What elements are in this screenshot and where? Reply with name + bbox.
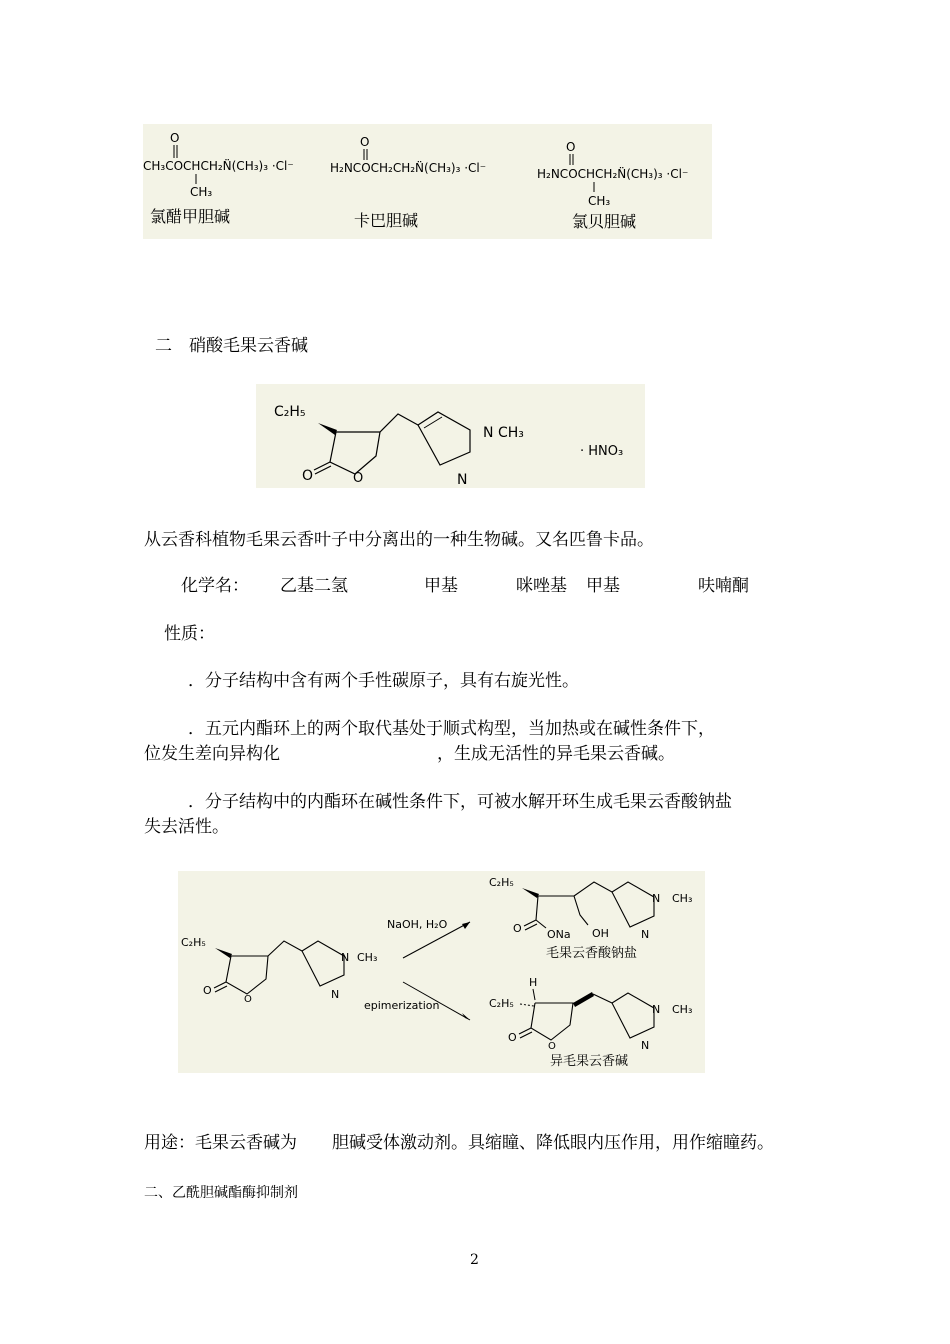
l-ethyl: C₂H₅ — [181, 936, 206, 949]
f2-name: 卡巴胆碱 — [354, 211, 419, 230]
p-methyl: CH₃ — [498, 425, 524, 441]
page-number: 2 — [470, 1252, 479, 1268]
property-2-line1: ．五元内酯环上的两个取代基处于顺式构型，当加热或在碱性条件下， — [188, 719, 715, 739]
l-ring-o: O — [244, 994, 252, 1005]
usage-part2: 胆碱受体激动剂。具缩瞳、降低眼内压作用，用作缩瞳药。 — [332, 1133, 774, 1153]
tr-oh: OH — [592, 927, 609, 940]
p-ring-o: O — [353, 471, 364, 486]
l-n2: N — [331, 988, 340, 1001]
property-3-line2: 失去活性。 — [144, 817, 229, 837]
tr-name: 毛果云香酸钠盐 — [546, 946, 638, 961]
chem-name-label: 化学名： — [181, 576, 249, 596]
f3-main-formula: H₂NCOCHCH₂N̈(CH₃)₃ ·Cl⁻ — [537, 167, 689, 181]
br-ring-o: O — [548, 1041, 556, 1052]
section-heading-pilocarpine: 二 硝酸毛果云香碱 — [155, 336, 308, 356]
f1-main-formula: CH₃COCHCH₂N̈(CH₃)₃ ·Cl⁻ — [143, 159, 294, 173]
tr-ona: ONa — [547, 928, 571, 941]
br-carbonyl-o: O — [508, 1031, 517, 1044]
f1-carbonyl-o: O — [170, 131, 180, 145]
chem-name-part5: 呋喃酮 — [698, 576, 749, 596]
l-carbonyl-o: O — [203, 984, 212, 997]
chem-name-part3: 咪唑基 — [516, 576, 567, 596]
chem-name-part2: 甲基 — [424, 576, 458, 596]
p-n2: N — [457, 472, 468, 488]
tr-ethyl: C₂H₅ — [489, 876, 514, 889]
f3-branch-methyl: CH₃ — [588, 194, 611, 208]
p-salt: · HNO₃ — [580, 444, 624, 459]
tr-methyl: CH₃ — [672, 892, 693, 905]
l-n1: N — [341, 951, 350, 964]
br-name: 异毛果云香碱 — [550, 1054, 629, 1069]
br-methyl: CH₃ — [672, 1003, 693, 1016]
l-methyl: CH₃ — [357, 951, 378, 964]
p-carbonyl-o: O — [302, 468, 314, 484]
property-1: ．分子结构中含有两个手性碳原子，具有右旋光性。 — [188, 671, 579, 691]
cond-epimerization: epimerization — [364, 999, 440, 1012]
chem-name-part1: 乙基二氢 — [280, 576, 348, 596]
p-ethyl: C₂H₅ — [274, 404, 306, 420]
section-heading-ache-inhibitors: 二、乙酰胆碱酯酶抑制剂 — [144, 1185, 298, 1201]
f1-name: 氯醋甲胆碱 — [150, 207, 231, 226]
br-ethyl: C₂H₅ — [489, 997, 514, 1010]
properties-label: 性质： — [164, 624, 215, 644]
br-n2: N — [641, 1039, 650, 1052]
f2-carbonyl-o: O — [360, 135, 370, 149]
property-2-line2-part2: ，生成无活性的异毛果云香碱。 — [437, 744, 675, 764]
usage-part1: 用途：毛果云香碱为 — [144, 1133, 297, 1153]
cond-hydrolysis: NaOH, H₂O — [387, 918, 448, 931]
property-3-line1: ．分子结构中的内酯环在碱性条件下，可被水解开环生成毛果云香酸钠盐 — [188, 792, 732, 812]
f2-main-formula: H₂NCOCH₂CH₂N̈(CH₃)₃ ·Cl⁻ — [330, 161, 487, 175]
chem-name-part4: 甲基 — [586, 576, 620, 596]
br-n1: N — [652, 1003, 661, 1016]
p-n1: N — [483, 425, 494, 441]
f3-name: 氯贝胆碱 — [572, 212, 637, 231]
f3-carbonyl-o: O — [566, 140, 576, 154]
tr-carbonyl-o: O — [513, 922, 522, 935]
paragraph-origin: 从云香科植物毛果云香叶子中分离出的一种生物碱。又名匹鲁卡品。 — [144, 530, 654, 550]
tr-n1: N — [652, 892, 661, 905]
f1-branch-methyl: CH₃ — [190, 185, 213, 199]
br-h: H — [529, 976, 538, 989]
tr-n2: N — [641, 928, 650, 941]
property-2-line2-part1: 位发生差向异构化 — [144, 744, 280, 764]
